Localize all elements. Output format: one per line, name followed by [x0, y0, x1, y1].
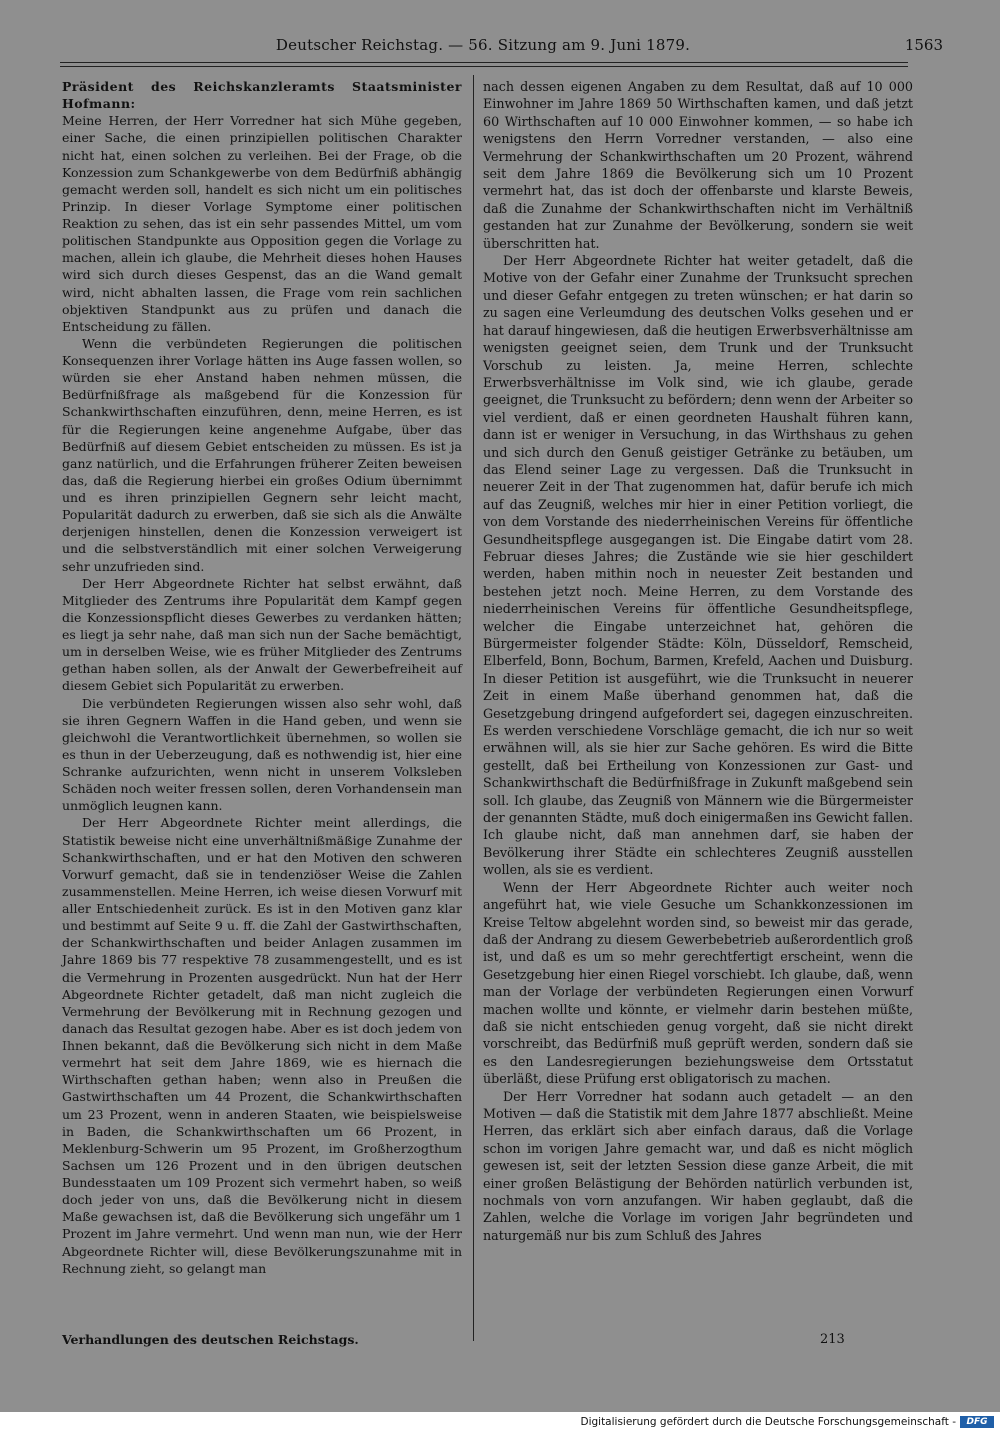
page-header	[58, 36, 943, 62]
dfg-logo-icon: DFG	[960, 1416, 994, 1428]
column-divider	[473, 75, 474, 1341]
right-column	[483, 78, 913, 1244]
funding-credit: Digitalisierung gefördert durch die Deutsche Forschungsgemeinschaft -	[580, 1416, 956, 1428]
header-rule-double	[60, 66, 908, 67]
header-rule	[60, 62, 908, 63]
footer-sheet-number: 213	[820, 1332, 845, 1347]
paragraph: Meine Herren, der Herr Vorredner hat sich Mühe gegeben, einer Sache, die einen prinzipiellen politischen Charakter nicht hat, einen solchen zu verleihen. Bei der Frage, ob die Konzession zum Schankgewerbe von dem Bedürfniß abhängig gemacht werden soll, handelt es sich nicht um ein politisches Prinzip. In dieser Vorlage Symptome einer politischen Reaktion zu sehen, das ist ein sehr passendes Mittel, um vom politischen Standpunkte aus Opposition gegen die Vorlage zu machen, allein ich glaube, die Mehrheit dieses hohen Hauses wird sich durch dieses Gespenst, das an die Wand gemalt wird, nicht abhalten lassen, die Frage vom rein sachlichen objektiven Standpunkt aus zu prüfen und danach die Entscheidung zu fällen.	[62, 113, 462, 334]
running-title: Deutscher Reichstag. — 56. Sitzung am 9. Juni 1879.	[275, 36, 691, 54]
paragraph: Der Herr Abgeordnete Richter hat weiter getadelt, daß die Motive von der Gefahr einer Zunahme der Trunksucht sprechen und dieser Gefahr entgegen zu treten wünschen; er hat darin so zu sagen eine Verleumdung des deutschen Volks gesehen und er hat darauf hingewiesen, daß die heutigen Erwerbsverhältnisse am wenigsten geeignet seien, dem Trunk und der Trunksucht Vorschub zu leisten. Ja, meine Herren, schlechte Erwerbsverhältnisse im Volk sind, wie ich glaube, gerade geeignet, die Trunksucht zu befördern; denn wenn der Arbeiter so viel verdient, daß er einen geordneten Haushalt führen kann, dann ist er weniger in Versuchung, in das Wirthshaus zu gehen und sich durch den Genuß geistiger Getränke zu betäuben, um das Elend seiner Lage zu vergessen. Daß die Trunksucht in neuerer Zeit in der That zugenommen hat, dafür berufe ich mich auf das Zeugniß, welches mir hier in einer Petition vorliegt, die von dem Vorstande des niederrheinischen Vereins für öffentliche Gesundheitspflege ausgegangen ist. Die Eingabe datirt vom 28. Februar dieses Jahres; die Zustände wie sie hier geschildert werden, haben mithin noch in neuester Zeit bestanden und bestehen jetzt noch. Meine Herren, zu dem Vorstande des niederrheinischen Vereins für öffentliche Gesundheitspflege, welcher die Eingabe unterzeichnet hat, gehören die Bürgermeister folgender Städte: Köln, Düsseldorf, Remscheid, Elberfeld, Bonn, Bochum, Barmen, Krefeld, Aachen und Duisburg. In dieser Petition ist ausgeführt, wie die Trunksucht in neuerer Zeit in einem Maße überhand genommen hat, daß die Gesetzgebung dringend aufgefordert sei, dagegen einzuschreiten. Es werden verschiedene Vorschläge gemacht, die ich nur so weit erwähnen will, als sie hier zur Sache gehören. Es wird die Bitte gestellt, daß bei Ertheilung von Konzessionen zur Gast- und Schankwirthschaft die Bedürfnißfrage in Zukunft maßgebend sein soll. Ich glaube, das Zeugniß von Männern wie die Bürgermeister der genannten Städte, muß doch einigermaßen ins Gewicht fallen. Ich glaube nicht, daß man annehmen darf, sie haben der Bevölkerung ihrer Städte ein schlechteres Zeugniß ausstellen wollen, als sie es verdient.	[483, 253, 913, 878]
paragraph: Der Herr Vorredner hat sodann auch getadelt — an den Motiven — daß die Statistik mit dem Jahre 1877 abschließt. Meine Herren, das erklärt sich aber einfach daraus, daß die Vorlage schon im vorigen Jahre gemacht war, und daß es nicht möglich gewesen ist, seit der letzten Session diese ganze Arbeit, die mit einer großen Belästigung der Behörden natürlich verbunden ist, nochmals von vorn anzufangen. Wir haben geglaubt, daß die Zahlen, welche die Vorlage im vorigen Jahr begründeten und naturgemäß nur bis zum Schluß des Jahres	[483, 1088, 913, 1243]
speaker-name: Präsident des Reichskanzleramts Staatsminister Hofmann:	[62, 79, 462, 112]
paragraph: nach dessen eigenen Angaben zu dem Resultat, daß auf 10 000 Einwohner im Jahre 1869 50 Wirthschaften kamen, und daß jetzt 60 Wirthschaften auf 10 000 Einwohner kommen, — so habe ich wenigstens den Herrn Vorredner verstanden, — also eine Vermehrung der Schankwirthschaften um 20 Prozent, während seit dem Jahre 1869 die Bevölkerung sich um 10 Prozent vermehrt hat, das ist doch der offenbarste und klarste Beweis, daß die Zunahme der Schankwirthschaften nicht im Verhältniß gestanden hat zur Zunahme der Bevölkerung, sondern sie weit überschritten hat.	[483, 79, 913, 251]
paragraph: Die verbündeten Regierungen wissen also sehr wohl, daß sie ihren Gegnern Waffen in die Hand geben, und wenn sie gleichwohl die Verantwortlichkeit übernehmen, so wollen sie es thun in der Ueberzeugung, daß es nothwendig ist, hier eine Schranke aufzurichten, wenn nicht in unserem Volksleben Schäden noch weiter fressen sollen, deren Vorhandensein man unmöglich leugnen kann.	[62, 695, 462, 814]
paragraph: Wenn die verbündeten Regierungen die politischen Konsequenzen ihrer Vorlage hätten ins Auge fassen wollen, so würden sie eher Anstand haben nehmen müssen, die Bedürfnißfrage als maßgebend für die Konzession für Schankwirthschaften einzuführen, denn, meine Herren, es ist für die Regierungen keine angenehme Aufgabe, über das Bedürfniß auf diesem Gebiet entscheiden zu müssen. Es ist ja ganz natürlich, und die Erfahrungen früherer Zeiten beweisen das, daß die Regierung hierbei ein großes Odium übernimmt und es ihren prinzipiellen Gegnern sehr leicht macht, Popularität dadurch zu erwerben, daß sie sich als die Anwälte derjenigen hinstellen, denen die Konzession verweigert ist und die selbstverständlich mit einer solchen Verweigerung sehr unzufrieden sind.	[62, 335, 462, 574]
paragraph: Wenn der Herr Abgeordnete Richter auch weiter noch angeführt hat, wie viele Gesuche um Schankkonzessionen im Kreise Teltow abgelehnt worden sind, so beweist mir das gerade, daß der Andrang zu diesem Gewerbebetrieb außerordentlich groß ist, und daß es um so mehr gerechtfertigt erscheint, wenn die Gesetzgebung hier einen Riegel vorschiebt. Ich glaube, daß, wenn man der Vorlage der verbündeten Regierungen einen Vorwurf machen wollte und könnte, er vielmehr darin bestehen müßte, daß sie nicht entschieden genug vorgeht, daß sie nicht direkt vorschreibt, das Bedürfniß muß geprüft werden, sondern daß sie es den Landesregierungen beziehungsweise dem Ortsstatut überläßt, diese Prüfung erst obligatorisch zu machen.	[483, 879, 913, 1087]
page-number: 1563	[904, 36, 943, 54]
paragraph: Der Herr Abgeordnete Richter meint allerdings, die Statistik beweise nicht eine unverhältnißmäßige Zunahme der Schankwirthschaften, und er hat den Motiven den schweren Vorwurf gemacht, daß sie in tendenziöser Weise die Zahlen zusammenstellen. Meine Herren, ich weise diesen Vorwurf mit aller Entschiedenheit zurück. Es ist in den Motiven ganz klar und bestimmt auf Seite 9 u. ff. die Zahl der Gastwirthschaften, der Schankwirthschaften und beider Anlagen zusammen im Jahre 1869 bis 77 respektive 78 zusammengestellt, und es ist die Vermehrung in Prozenten ausgedrückt. Nun hat der Herr Abgeordnete Richter getadelt, daß man nicht zugleich die Vermehrung der Bevölkerung mit in Rechnung gezogen und danach das Resultat gezogen habe. Aber es ist doch jedem von Ihnen bekannt, daß die Bevölkerung sich nicht in dem Maße vermehrt hat seit dem Jahre 1869, wie es hiernach die Wirthschaften gethan haben; wenn also in Preußen die Gastwirthschaften um 44 Prozent, die Schankwirthschaften um 23 Prozent, wenn in anderen Staaten, wie beispielsweise in Baden, die Schankwirthschaften um 66 Prozent, in Meklenburg-Schwerin um 95 Prozent, im Großherzogthum Sachsen um 126 Prozent und in den übrigen deutschen Bundesstaaten um 109 Prozent sich vermehrt haben, so weiß doch jeder von uns, daß die Bevölkerung nicht in diesem Maße gewachsen ist, daß die Bevölkerung sich ungefähr um 1 Prozent im Jahre vermehrt. Und wenn man nun, wie der Herr Abgeordnete Richter will, diese Bevölkerungszunahme mit in Rechnung zieht, so gelangt man	[62, 815, 462, 1276]
footer-publication: Verhandlungen des deutschen Reichstags.	[62, 1332, 359, 1347]
left-column	[62, 78, 462, 1277]
paragraph: Der Herr Abgeordnete Richter hat selbst erwähnt, daß Mitglieder des Zentrums ihre Popularität dem Kampf gegen die Konzessionspflicht dieses Gewerbes zu verdanken hätten; es liegt ja sehr nahe, daß man sich nun der Sache bemächtigt, um in derselben Weise, wie es früher Mitglieder des Zentrums gethan haben sollen, als der Anwalt der Gewerbefreiheit auf diesem Gebiet sich Popularität zu erwerben.	[62, 575, 462, 694]
